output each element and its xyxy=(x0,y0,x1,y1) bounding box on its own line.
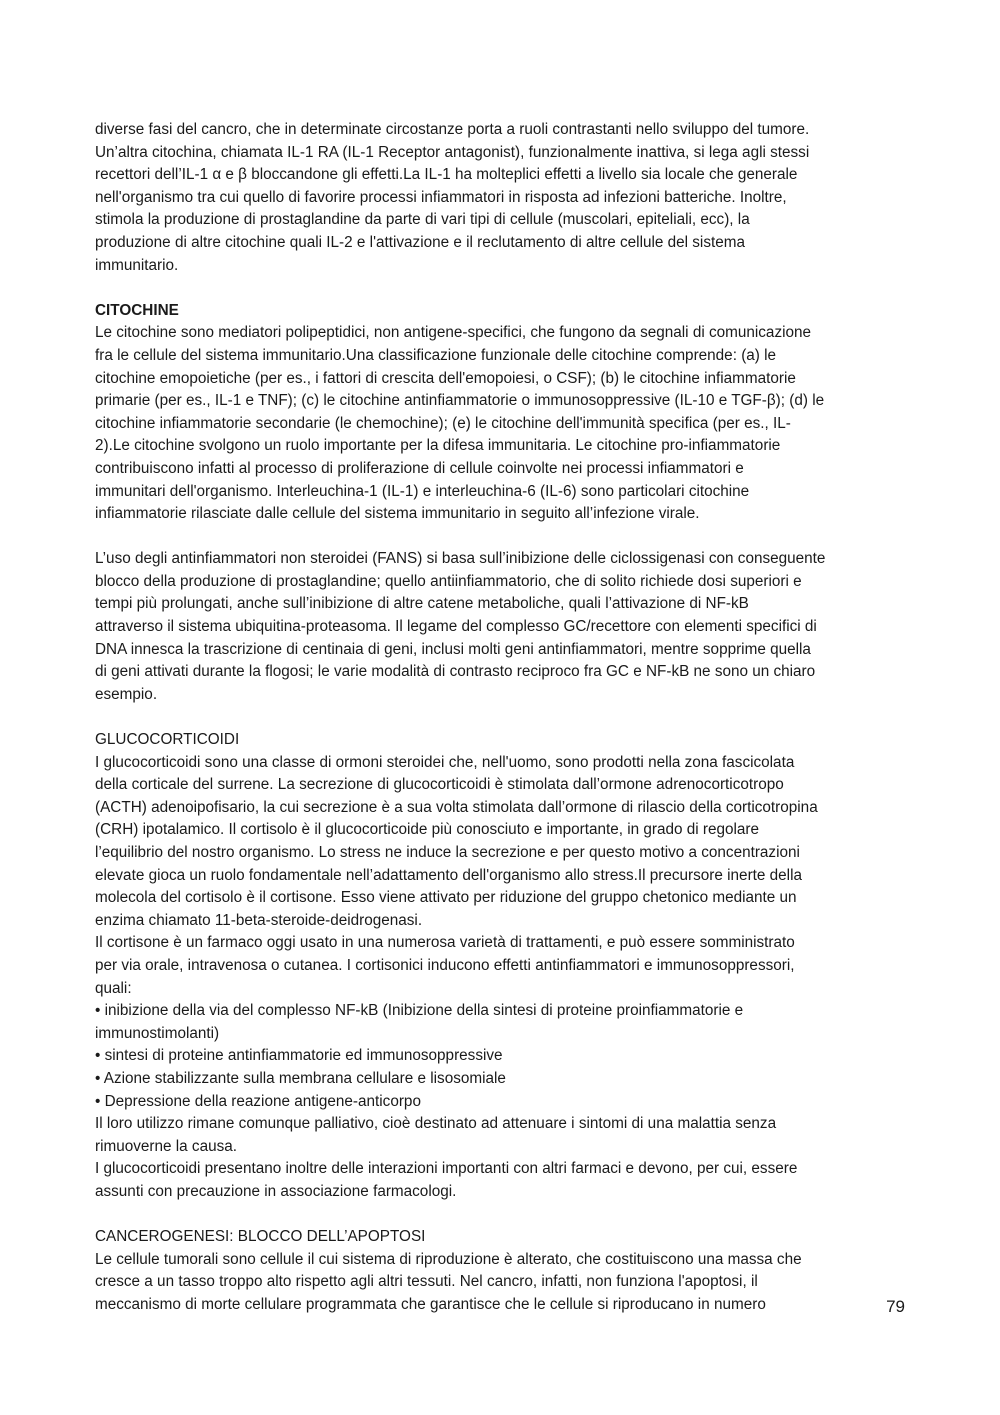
text-line: I glucocorticoidi presentano inoltre delle interazioni importanti con altri farmaci e devono, per cui, essere xyxy=(95,1160,798,1178)
text-line: Un’altra citochina, chiamata IL-1 RA (IL-1 Receptor antagonist), funzionalmente inattiva, si lega agli stessi xyxy=(95,143,810,161)
text-line: recettori dell’IL-1 α e β bloccandone gli effetti.La IL-1 ha molteplici effetti a livello sia locale che generale xyxy=(95,166,798,184)
page-number: 79 xyxy=(886,1297,905,1316)
text-line: quali: xyxy=(95,979,132,997)
document-body xyxy=(95,119,905,1316)
intro-paragraph xyxy=(95,119,905,277)
text-line: rimuoverne la causa. xyxy=(95,1137,237,1155)
text-line: (ACTH) adenoipofisario, la cui secrezione è a sua volta stimolata dall’ormone di rilascio della corticotropina xyxy=(95,798,818,816)
text-line: assunti con precauzione in associazione farmacologi. xyxy=(95,1182,457,1200)
text-line: enzima chiamato 11-beta-steroide-deidrogenasi. xyxy=(95,911,423,929)
text-line: nell'organismo tra cui quello di favorire processi infiammatori in risposta ad infezioni batteriche. Inoltre, xyxy=(95,188,787,206)
bullet-item: • inibizione della via del complesso NF-kB (Inibizione della sintesi di proteine proinfiammatorie e xyxy=(95,1002,744,1020)
text-line: molecola del cortisolo è il cortisone. Esso viene attivato per riduzione del gruppo chetonico mediante un xyxy=(95,889,797,907)
text-line: contribuiscono infatti al processo di proliferazione di cellule coinvolte nei processi infiammatori e xyxy=(95,459,744,477)
text-line: della corticale del surrene. La secrezione di glucocorticoidi è stimolata dall’ormone adrenocorticotropo xyxy=(95,776,784,794)
text-line: Il cortisone è un farmaco oggi usato in una numerosa varietà di trattamenti, e può essere somministrato xyxy=(95,934,795,952)
text-line: (CRH) ipotalamico. Il cortisolo è il glucocorticoide più conosciuto e importante, in grado di regolare xyxy=(95,821,760,839)
text-line: infiammatorie rilasciate dalle cellule del sistema immunitario in seguito all’infezione virale. xyxy=(95,505,700,523)
cancerogenesi-section xyxy=(95,1226,905,1316)
paragraph-spacer xyxy=(95,706,905,729)
text-line: attraverso il sistema ubiquitina-proteasoma. Il legame del complesso GC/recettore con elementi specifici di xyxy=(95,618,817,636)
text-line: tempi più prolungati, anche sull’inibizione di altre catene metaboliche, quali l’attivazione di NF-kB xyxy=(95,595,749,613)
text-line: 2).Le citochine svolgono un ruolo importante per la difesa immunitaria. Le citochine pro-infiammatorie xyxy=(95,437,781,455)
citochine-section xyxy=(95,300,905,526)
section-heading-cancerogenesi: CANCEROGENESI: BLOCCO DELL’APOPTOSI xyxy=(95,1228,426,1246)
text-line: cresce a un tasso troppo alto rispetto agli altri tessuti. Nel cancro, infatti, non funziona l'apoptosi, il xyxy=(95,1273,758,1291)
bullet-item: • sintesi di proteine antinfiammatorie ed immunosoppressive xyxy=(95,1047,503,1065)
section-heading-citochine: CITOCHINE xyxy=(95,301,179,319)
text-line: citochine emopoietiche (per es., i fattori di crescita dell'emopoiesi, o CSF); (b) le citochine infiammatorie xyxy=(95,369,796,387)
text-line: per via orale, intravenosa o cutanea. I cortisonici inducono effetti antinfiammatori e immunosoppressori, xyxy=(95,956,795,974)
text-line: immunostimolanti) xyxy=(95,1024,220,1042)
text-line: citochine infiammatorie secondarie (le chemochine); (e) le citochine dell'immunità specifica (per es., IL- xyxy=(95,414,791,432)
text-line: diverse fasi del cancro, che in determinate circostanze porta a ruoli contrastanti nello sviluppo del tumore. xyxy=(95,121,810,138)
paragraph-spacer xyxy=(95,1204,905,1227)
text-line: produzione di altre citochine quali IL-2 e l'attivazione e il reclutamento di altre cellule del sistema xyxy=(95,233,745,251)
glucocorticoidi-section xyxy=(95,729,905,1203)
text-line: immunitario. xyxy=(95,256,179,274)
text-line: Le citochine sono mediatori polipeptidici, non antigene-specifici, che fungono da segnali di comunicazione xyxy=(95,324,812,342)
text-line: Il loro utilizzo rimane comunque palliativo, cioè destinato ad attenuare i sintomi di una malattia senza xyxy=(95,1115,777,1133)
text-line: blocco della produzione di prostaglandine; quello antiinfiammatorio, che di solito richiede dosi superiori e xyxy=(95,572,802,590)
text-line: I glucocorticoidi sono una classe di ormoni steroidei che, nell'uomo, sono prodotti nella zona fascicolata xyxy=(95,753,795,771)
text-line: DNA innesca la trascrizione di centinaia di geni, inclusi molti geni antinfiammatori, mentre sopprime quella xyxy=(95,640,811,658)
text-line: fra le cellule del sistema immunitario.Una classificazione funzionale delle citochine comprende: (a) le xyxy=(95,346,777,364)
text-line: Le cellule tumorali sono cellule il cui sistema di riproduzione è alterato, che costituiscono una massa che xyxy=(95,1250,802,1268)
text-line: esempio. xyxy=(95,685,158,703)
paragraph-spacer xyxy=(95,526,905,549)
bullet-item: • Azione stabilizzante sulla membrana cellulare e lisosomiale xyxy=(95,1069,506,1087)
text-line: meccanismo di morte cellulare programmata che garantisce che le cellule si riproducano in numero xyxy=(95,1295,766,1313)
text-line: elevate gioca un ruolo fondamentale nell’adattamento dell'organismo allo stress.Il precursore inerte della xyxy=(95,866,802,884)
bullet-item: • Depressione della reazione antigene-anticorpo xyxy=(95,1092,421,1110)
fans-paragraph xyxy=(95,548,905,706)
text-line: l’equilibrio del nostro organismo. Lo stress ne induce la secrezione e per questo motivo a concentrazioni xyxy=(95,844,800,861)
text-line: stimola la produzione di prostaglandine da parte di vari tipi di cellule (muscolari, epiteliali, ecc), la xyxy=(95,211,750,229)
text-line: L’uso degli antinfiammatori non steroidei (FANS) si basa sull’inibizione delle ciclossigenasi con conseguente xyxy=(95,550,826,568)
text-line: immunitari dell'organismo. Interleuchina-1 (IL-1) e interleuchina-6 (IL-6) sono particolari citochine xyxy=(95,482,750,500)
text-line: primarie (per es., IL-1 e TNF); (c) le citochine antinfiammatorie o immunosoppressive (IL-10 e TGF-β); (d) le xyxy=(95,392,825,410)
paragraph-spacer xyxy=(95,277,905,300)
section-heading-glucocorticoidi: GLUCOCORTICOIDI xyxy=(95,731,240,749)
text-line: di geni attivati durante la flogosi; le varie modalità di contrasto reciproco fra GC e NF-kB ne sono un chiaro xyxy=(95,663,816,681)
